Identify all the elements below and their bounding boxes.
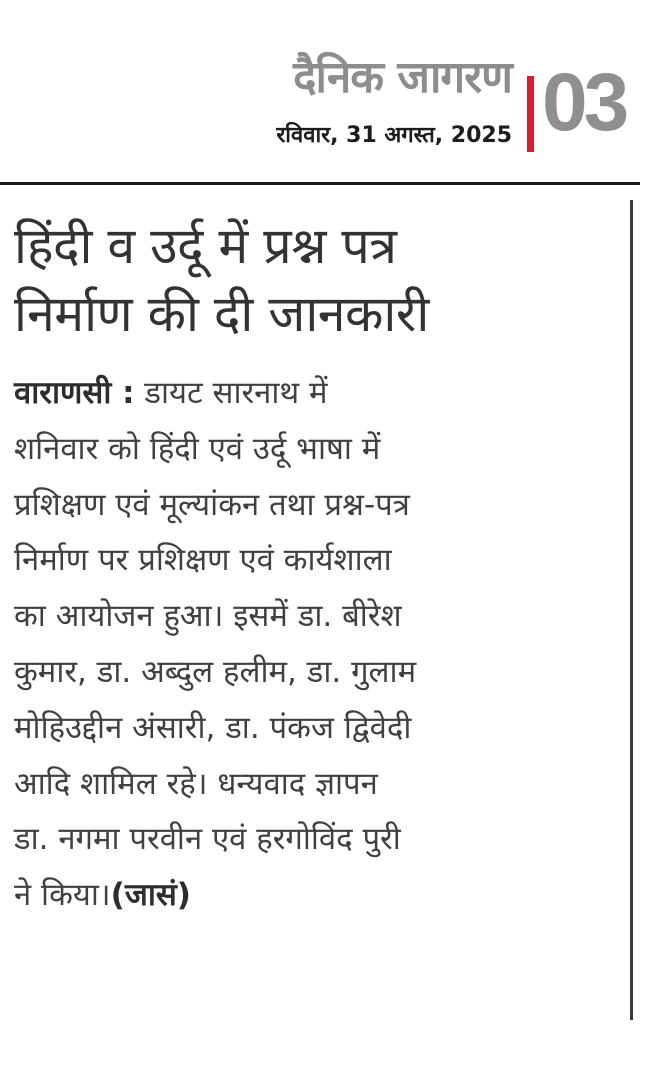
article-dateline: वाराणसी : — [14, 375, 135, 411]
accent-divider — [527, 76, 534, 152]
article-headline — [14, 212, 614, 348]
body-line: डायट सारनाथ में — [134, 375, 328, 411]
body-line: प्रशिक्षण एवं मूल्यांकन तथा प्रश्न-पत्र — [14, 486, 410, 523]
masthead-rule — [0, 182, 640, 185]
page-number: 03 — [542, 57, 626, 148]
body-line: का आयोजन हुआ। इसमें डा. बीरेश — [14, 598, 402, 635]
body-line: शनिवार को हिंदी एवं उर्दू भाषा में — [14, 430, 381, 467]
article-body — [14, 366, 614, 924]
body-line: कुमार, डा. अब्दुल हलीम, डा. गुलाम — [14, 653, 417, 690]
body-line: डा. नगमा परवीन एवं हरगोविंद पुरी — [14, 821, 401, 858]
body-line: निर्माण पर प्रशिक्षण एवं कार्यशाला — [14, 542, 392, 579]
article-credit: (जासं) — [110, 877, 191, 914]
body-line: मोहिउद्दीन अंसारी, डा. पंकज द्विवेदी — [14, 709, 412, 746]
edition-date: रविवार, 31 अगस्त, 2025 — [276, 123, 512, 148]
column-divider — [630, 200, 633, 1020]
masthead — [0, 0, 652, 190]
newspaper-name: दैनिक जागरण — [293, 52, 512, 103]
headline-line-1: हिंदी व उर्दू में प्रश्न पत्र — [14, 217, 397, 275]
body-line: आदि शामिल रहे। धन्यवाद ज्ञापन — [14, 765, 378, 802]
headline-line-2: निर्माण की दी जानकारी — [14, 285, 429, 343]
news-article — [14, 212, 614, 924]
body-line: ने किया। — [14, 877, 111, 914]
